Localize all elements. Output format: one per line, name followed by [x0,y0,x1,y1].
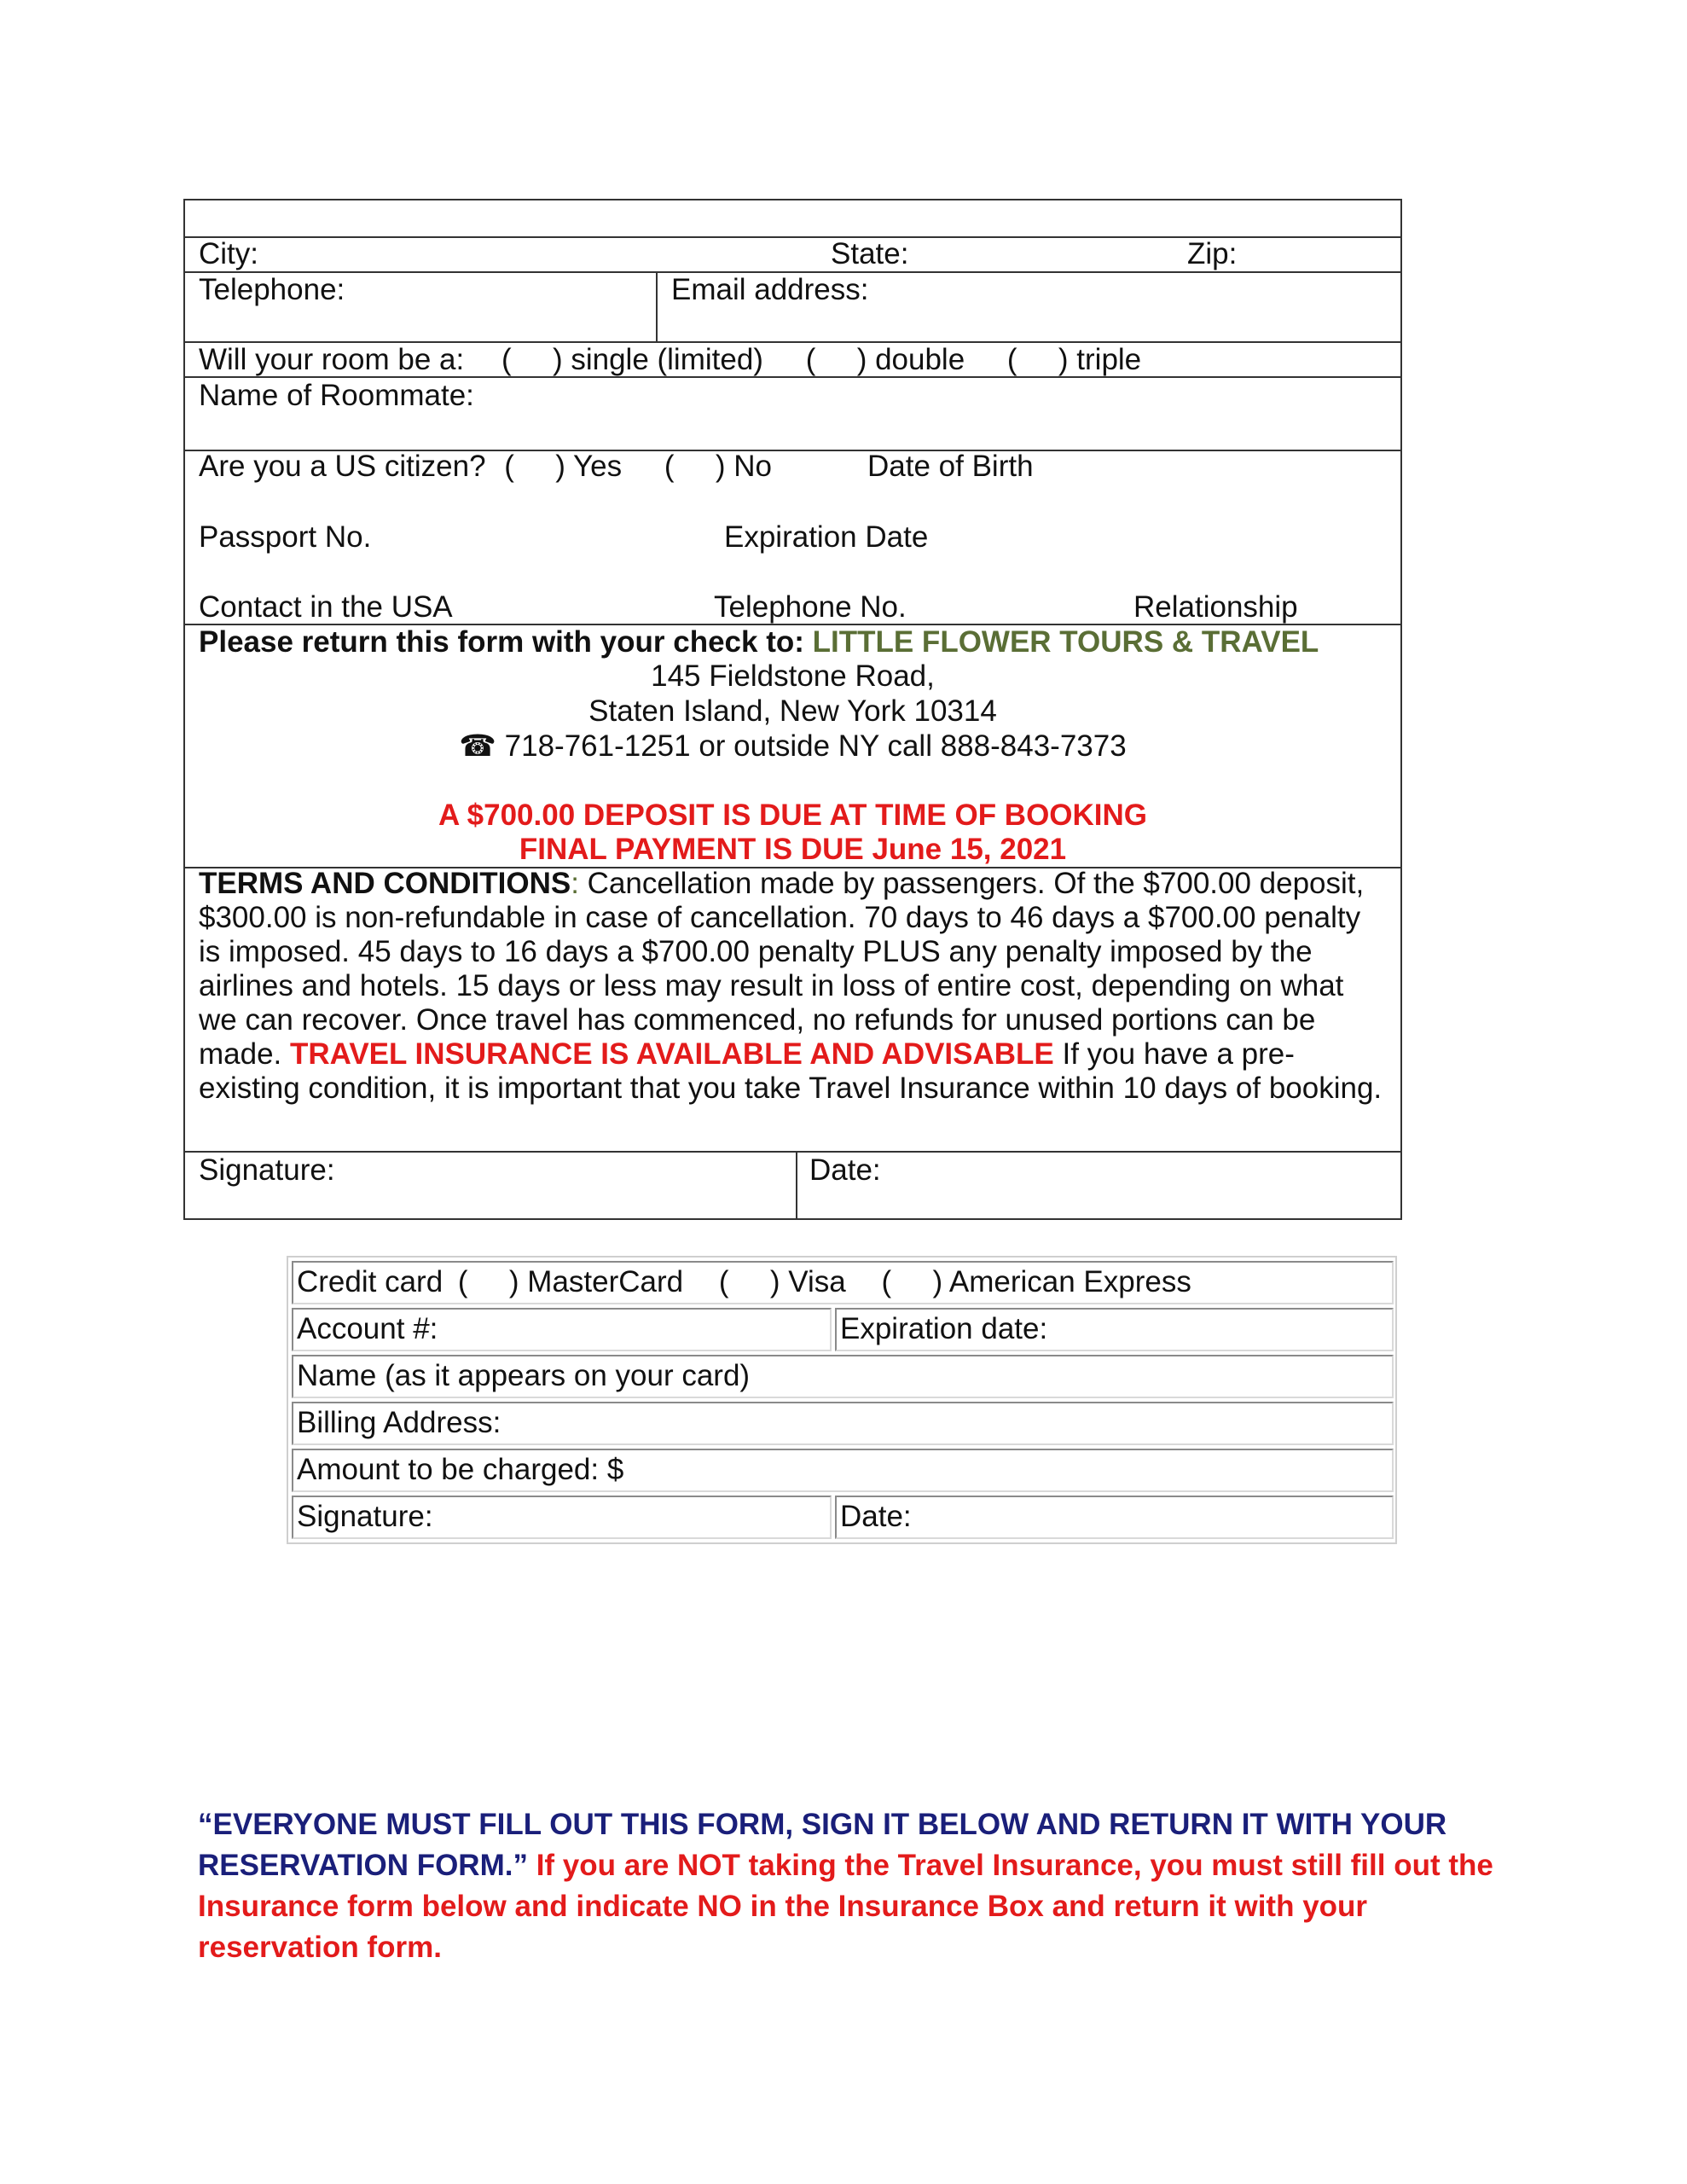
citizen-no-checkbox[interactable]: ( [664,450,675,483]
card-signature-label: Signature: [297,1500,433,1533]
amex-checkbox[interactable]: ( [881,1265,892,1298]
billing-address-label: Billing Address: [297,1406,501,1439]
contact-phone-label: Telephone No. [714,590,907,624]
city-label: City: [199,237,258,270]
name-field[interactable] [185,200,1400,236]
divider [796,1151,797,1220]
triple-option-label: ) triple [1058,343,1142,376]
return-prefix: Please return this form with your check to: [199,625,804,659]
address-line-2: Staten Island, New York 10314 [588,694,997,728]
state-label: State: [831,237,909,270]
terms-colon: : [571,867,579,900]
return-instruction [199,625,1319,659]
terms-body: Cancellation made by passengers. Of the $700.00 deposit, $300.00 is non-refundable in case of cancellation. 70 days to 46 days a $700.00 penalty is imposed. 45 days to 16 days a $700.00 penalty PLUS any penalty imposed by the airlines and hotels. 15 days or less may result in loss of entire cost, depending on what we can recover. Once travel has commenced, no refunds for unused portions can be made. [199,867,1365,1071]
date-label: Date: [809,1153,881,1187]
state-field[interactable] [831,237,908,271]
cardholder-name-field[interactable] [292,1355,1394,1398]
billing-address-field[interactable] [292,1402,1394,1445]
reservation-form [183,199,1402,1220]
email-field[interactable] [671,273,868,307]
card-expiration-label: Expiration date: [840,1312,1048,1345]
amount-field[interactable] [292,1449,1394,1492]
single-checkbox[interactable]: ( [501,343,512,376]
divider [185,1151,1400,1153]
amex-label: ) American Express [932,1265,1191,1298]
room-type-label: Will your room be a: [199,343,465,376]
card-date-label: Date: [840,1500,912,1533]
contact-label: Contact in the USA [199,590,453,624]
card-type-row [292,1261,1394,1304]
visa-label: ) Visa [769,1265,846,1298]
double-option-label: ) double [856,343,965,376]
company-name: LITTLE FLOWER TOURS & TRAVEL [812,625,1319,659]
account-number-field[interactable] [292,1308,832,1351]
city-field[interactable] [199,237,258,271]
single-option-label: ) single (limited) [552,343,763,376]
citizen-label: Are you a US citizen? [199,450,486,483]
passport-field[interactable] [199,520,371,555]
amount-label: Amount to be charged: $ [297,1453,624,1486]
triple-checkbox[interactable]: ( [1006,343,1017,376]
signature-field[interactable] [199,1153,335,1188]
no-label: ) No [715,450,773,483]
double-checkbox[interactable]: ( [805,343,816,376]
credit-card-label: Credit card [297,1265,443,1298]
card-date-field[interactable] [835,1496,1394,1539]
date-field[interactable] [809,1153,881,1188]
zip-label: Zip: [1187,237,1238,270]
phone-line [185,729,1400,764]
room-type-row [199,343,1141,377]
deposit-notice: A $700.00 DEPOSIT IS DUE AT TIME OF BOOKING [438,799,1148,832]
yes-label: ) Yes [555,450,623,483]
dob-field[interactable] [867,450,1034,484]
terms-and-conditions [199,867,1388,1106]
mastercard-label: ) MasterCard [508,1265,684,1298]
relationship-label: Relationship [1133,590,1298,624]
contact-phone-field[interactable] [714,590,907,624]
roommate-field[interactable] [199,379,474,413]
insurance-notice: TRAVEL INSURANCE IS AVAILABLE AND ADVISABLE [290,1037,1054,1071]
passport-label: Passport No. [199,520,372,554]
telephone-label: Telephone: [199,273,345,306]
dob-label: Date of Birth [867,450,1034,483]
cardholder-name-label: Name (as it appears on your card) [297,1359,751,1392]
contact-field[interactable] [199,590,453,624]
terms-heading: TERMS AND CONDITIONS [199,867,571,900]
card-expiration-field[interactable] [835,1308,1394,1351]
citizen-yes-checkbox[interactable]: ( [504,450,514,483]
visa-checkbox[interactable]: ( [718,1265,729,1298]
terms-tail: If you have a pre-existing condition, it is important that you take Travel Insurance within 10 days of booking. [199,1037,1383,1105]
card-signature-field[interactable] [292,1496,832,1539]
final-payment-notice: FINAL PAYMENT IS DUE June 15, 2021 [519,833,1067,866]
address-line-1: 145 Fieldstone Road, [651,659,935,693]
passport-expiration-field[interactable] [724,520,928,555]
everyone-must-fill-notice: “EVERYONE MUST FILL OUT THIS FORM, SIGN IT BELOW AND RETURN IT WITH YOUR RESERVATION FORM.” [198,1808,1447,1882]
phone-numbers: 718-761-1251 or outside NY call 888-843-7373 [504,729,1127,763]
relationship-field[interactable] [1133,590,1298,624]
divider [656,271,658,343]
insurance-instruction [198,1804,1528,1968]
zip-field[interactable] [1187,237,1237,271]
telephone-icon: ☎ [459,729,496,763]
email-label: Email address: [671,273,869,306]
roommate-label: Name of Roommate: [199,379,474,412]
credit-card-form [287,1256,1397,1544]
mastercard-checkbox[interactable]: ( [457,1265,468,1298]
account-number-label: Account #: [297,1312,438,1345]
signature-label: Signature: [199,1153,335,1187]
telephone-field[interactable] [199,273,345,307]
citizen-row [199,450,772,484]
passport-expiration-label: Expiration Date [724,520,929,554]
insurance-form-instruction: If you are NOT taking the Travel Insurance, you must still fill out the Insurance form below and indicate NO in the Insurance Box and return it with your reservation form. [198,1849,1493,1964]
